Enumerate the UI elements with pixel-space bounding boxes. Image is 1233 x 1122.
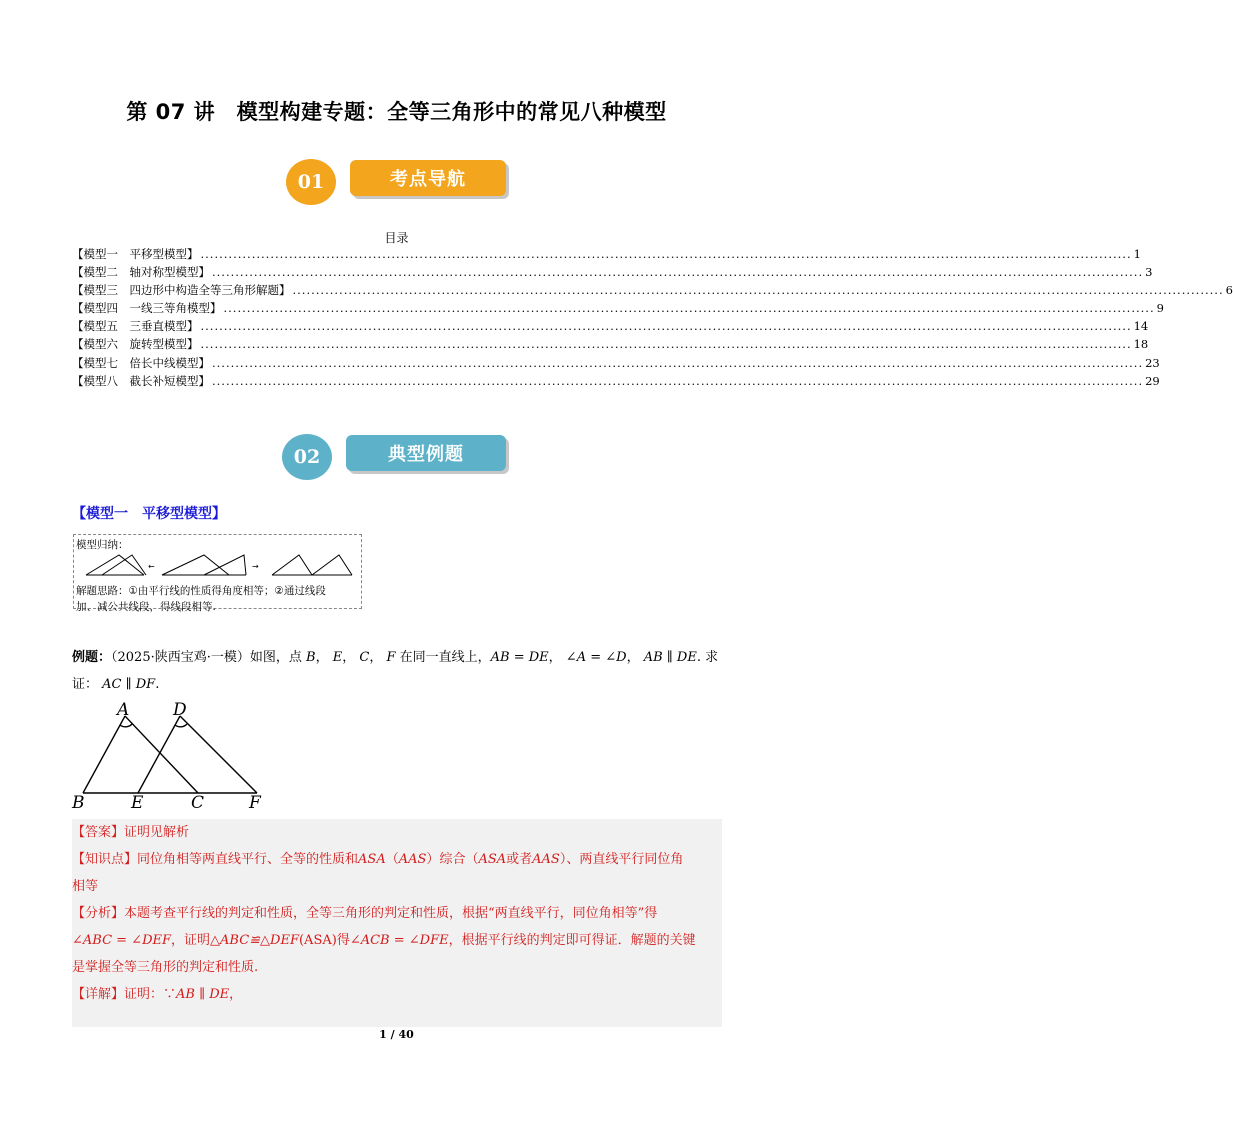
knowledge-text: 同位角相等两直线平行、全等的性质和 bbox=[137, 852, 359, 867]
label-e: E bbox=[131, 793, 144, 813]
analysis-math1: ∠ABC = ∠DEF bbox=[72, 933, 172, 948]
example-end: . 求 bbox=[696, 650, 719, 665]
analysis-tag: 【分析】 bbox=[72, 906, 125, 921]
toc-item-page: 9 bbox=[1156, 301, 1164, 316]
analysis-text2: ，证明 bbox=[171, 933, 211, 948]
label-c: C bbox=[191, 793, 205, 813]
badge-label-bar bbox=[346, 435, 506, 471]
analysis-asa: (ASA) bbox=[298, 933, 337, 948]
toc-item-label: 【模型一 平移型模型】 bbox=[72, 247, 199, 261]
page-title: 第 07 讲 模型构建专题：全等三角形中的常见八种模型 bbox=[126, 100, 667, 124]
badge-number: 02 bbox=[293, 446, 321, 468]
toc-leader-dots: ........................................................................................................................................................................................................ bbox=[200, 319, 1132, 334]
toc-item-label: 【模型七 倍长中线模型】 bbox=[72, 355, 210, 370]
condition-1: AB = DE bbox=[490, 650, 549, 665]
triangle-figure bbox=[70, 698, 270, 813]
toc-item[interactable] bbox=[72, 264, 1153, 282]
section-heading: 【模型一 平移型模型】 bbox=[72, 506, 226, 522]
detail-end: ， bbox=[229, 987, 243, 1002]
toc-item[interactable] bbox=[72, 246, 1141, 264]
analysis-math2: △ABC≌△DEF bbox=[210, 933, 299, 948]
knowledge-tag: 【知识点】 bbox=[72, 852, 138, 867]
section-badge-navigation bbox=[286, 157, 508, 207]
example-line2-prefix: 证： bbox=[72, 677, 99, 692]
angle-d-arc bbox=[175, 724, 187, 727]
toc-item-label: 【模型五 三垂直模型】 bbox=[72, 319, 199, 334]
model-summary-box bbox=[73, 534, 362, 613]
toc-item-label: 【模型六 旋转型模型】 bbox=[72, 337, 199, 352]
toc-item-label: 【模型八 截长补短模型】 bbox=[72, 373, 210, 388]
toc-item[interactable] bbox=[72, 300, 1164, 318]
proof-goal: AC ∥ DF bbox=[102, 677, 156, 692]
segment-ac bbox=[125, 716, 198, 793]
toc-item-page: 3 bbox=[1145, 265, 1153, 280]
badge-label: 考点导航 bbox=[390, 169, 466, 190]
example-statement: 例题：（2025·陕西宝鸡·一模）如图，点 B， E， C， F 在同一直线上，AB = DE， ∠A = ∠D， AB ∥ DE. 求 证： AC ∥ DF. bbox=[72, 650, 719, 692]
condition-3: AB ∥ DE bbox=[643, 650, 697, 665]
svg-text:←: ← bbox=[148, 562, 155, 571]
toc-item-page: 23 bbox=[1145, 355, 1160, 370]
answer-text: 证明见解析 bbox=[124, 825, 190, 840]
table-of-contents bbox=[72, 246, 1233, 391]
example-source: （2025·陕西宝鸡·一模）如图，点 bbox=[111, 650, 302, 665]
label-f: F bbox=[249, 793, 261, 813]
toc-item[interactable] bbox=[72, 373, 1160, 391]
answer-tag: 【答案】 bbox=[72, 825, 125, 840]
toc-item-page: 18 bbox=[1133, 337, 1149, 352]
toc-item-page: 1 bbox=[1133, 247, 1141, 261]
knowledge-text4: 相等 bbox=[72, 879, 99, 894]
toc-item[interactable] bbox=[72, 282, 1233, 300]
analysis-text5: 是掌握全等三角形的判定和性质. bbox=[72, 960, 259, 975]
badge-number: 01 bbox=[297, 171, 325, 193]
angle-a-arc bbox=[120, 724, 132, 727]
analysis-math3: ∠ACB = ∠DFE bbox=[349, 933, 449, 948]
knowledge-text3: ）、两直线平行同位角 bbox=[559, 852, 684, 867]
analysis-text4: ，根据平行线的判定即可得证．解题的关键 bbox=[448, 933, 696, 948]
badge-number-circle bbox=[282, 434, 332, 480]
page-number: 1 / 40 bbox=[379, 1028, 414, 1041]
toc-leader-dots: ........................................................................................................................................................................................................ bbox=[200, 337, 1132, 352]
toc-item-page: 14 bbox=[1133, 319, 1149, 334]
toc-item-label: 【模型三 四边形中构造全等三角形解题】 bbox=[72, 283, 291, 298]
label-a: A bbox=[117, 700, 130, 720]
badge-label: 典型例题 bbox=[388, 444, 464, 465]
toc-item[interactable] bbox=[72, 355, 1160, 373]
label-d: D bbox=[173, 700, 187, 720]
toc-leader-dots: ........................................................................................................................................................................................................ bbox=[292, 283, 1224, 298]
detail-tag: 【详解】 bbox=[72, 987, 125, 1002]
knowledge-asa: ASA bbox=[358, 852, 386, 867]
answer-section: 【答案】证明见解析 【知识点】同位角相等两直线平行、全等的性质和ASA（AAS）综合（ASA或者AAS）、两直线平行同位角 相等 【分析】本题考查平行线的判定和性质，全等三角形的判定和性质，根据“两直线平行，同位角相等”得 ∠ABC = ∠DEF，证明△ABC≌△DEF(ASA)得∠ACB = ∠DFE，根据平行线的判定即可得证．解题的关键 是掌握全等三角形的判定和性质. 【详解】证明：∵AB ∥ DE， bbox=[72, 819, 722, 1027]
toc-item-page: 6 bbox=[1225, 283, 1233, 298]
toc-leader-dots: ........................................................................................................................................................................................................ bbox=[212, 265, 1144, 280]
segment-df bbox=[180, 716, 257, 793]
knowledge-or: 或者 bbox=[506, 852, 533, 867]
model-summary-heading: 模型归纳： bbox=[76, 539, 129, 551]
badge-number-circle bbox=[286, 159, 336, 205]
label-b: B bbox=[72, 793, 85, 813]
knowledge-aas: AAS bbox=[398, 852, 427, 867]
analysis-text3: 得 bbox=[336, 933, 350, 948]
toc-item-page: 29 bbox=[1145, 373, 1160, 388]
knowledge-text2: 综合（ bbox=[439, 852, 479, 867]
toc-leader-dots: ........................................................................................................................................................................................................ bbox=[223, 301, 1155, 316]
toc-leader-dots: ........................................................................................................................................................................................................ bbox=[212, 355, 1144, 370]
analysis-text: 本题考查平行线的判定和性质，全等三角形的判定和性质，根据“两直线平行，同位角相等”得 bbox=[124, 906, 658, 921]
toc-heading: 目录 bbox=[384, 231, 409, 245]
toc-leader-dots: ........................................................................................................................................................................................................ bbox=[212, 373, 1144, 388]
translation-model-diagram bbox=[74, 553, 361, 579]
detail-text: 证明：∵ bbox=[124, 987, 177, 1002]
condition-2: ∠A = ∠D bbox=[565, 650, 627, 665]
point-c: C bbox=[359, 650, 370, 665]
svg-text:→: → bbox=[252, 562, 259, 571]
detail-math: AB ∥ DE bbox=[176, 987, 230, 1002]
example-line2-end: . bbox=[155, 677, 160, 692]
example-label: 例题： bbox=[72, 650, 112, 665]
point-b: B bbox=[306, 650, 316, 665]
segment-de bbox=[138, 716, 180, 793]
toc-leader-dots: ........................................................................................................................................................................................................ bbox=[200, 247, 1132, 261]
toc-item[interactable] bbox=[72, 318, 1149, 336]
toc-item[interactable] bbox=[72, 336, 1149, 354]
segment-ab bbox=[83, 716, 125, 793]
toc-item-label: 【模型二 轴对称型模型】 bbox=[72, 265, 210, 280]
section-badge-examples bbox=[282, 432, 508, 482]
point-f: F bbox=[386, 650, 396, 665]
point-e: E bbox=[332, 650, 343, 665]
badge-label-bar bbox=[350, 160, 506, 196]
model-summary-line2: 加、减公共线段，得线段相等. bbox=[76, 601, 216, 613]
example-mid: 在同一直线上， bbox=[399, 650, 491, 665]
toc-item-label: 【模型四 一线三等角模型】 bbox=[72, 301, 222, 316]
model-summary-line1: 解题思路：①由平行线的性质得角度相等；②通过线段 bbox=[76, 585, 326, 597]
